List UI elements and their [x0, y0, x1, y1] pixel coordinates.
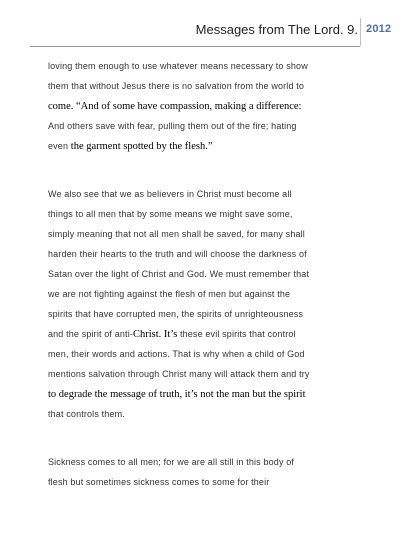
text-line — [48, 224, 378, 244]
text-line — [48, 304, 378, 324]
text-run: Sickness comes to all men; for we are all still in this body of — [48, 457, 295, 467]
paragraph-gap — [48, 424, 378, 452]
text-run: mentions salvation through Christ many will attack them and try — [48, 369, 310, 379]
text-line — [48, 56, 378, 76]
text-line — [48, 96, 378, 116]
text-line — [48, 136, 378, 156]
text-line — [48, 404, 378, 424]
text-run: And others save with fear, pulling them out of the fire; hating — [48, 121, 297, 131]
text-line — [48, 452, 378, 472]
text-run: them that without Jesus there is no salvation from the world to — [48, 81, 305, 91]
text-run: even — [48, 141, 71, 151]
header-year: 2012 — [366, 23, 392, 35]
text-run: these evil spirits that control — [179, 329, 296, 339]
text-line — [48, 204, 378, 224]
paragraph — [48, 452, 378, 492]
text-run: men, their words and actions. That is why when a child of God — [48, 349, 305, 359]
text-line — [48, 244, 378, 264]
text-run: loving them enough to use whatever means necessary to show — [48, 61, 308, 71]
text-run: We also see that we as believers in Christ must become all — [48, 189, 292, 199]
text-line — [48, 264, 378, 284]
header-divider — [360, 18, 361, 46]
text-run: Satan over the light of Christ and God. We must remember that — [48, 269, 310, 279]
text-run: to degrade the message of truth, it’s not the man but the spirit — [48, 389, 306, 400]
text-line — [48, 364, 378, 384]
text-line — [48, 184, 378, 204]
text-run: harden their hearts to the truth and will choose the darkness of — [48, 249, 307, 259]
text-run: the garment spotted by the flesh.” — [70, 141, 213, 152]
header-rule — [30, 46, 360, 47]
text-run: flesh but sometimes sickness comes to some for their — [48, 477, 270, 487]
text-run: and the spirit of anti- — [48, 329, 133, 339]
text-line — [48, 116, 378, 136]
paragraph — [48, 56, 378, 184]
text-run: come. “And of some have compassion, making a difference: — [48, 101, 302, 112]
text-run: Christ. It’s — [133, 329, 180, 340]
paragraph — [48, 184, 378, 452]
text-line — [48, 324, 378, 344]
paragraph-gap — [48, 156, 378, 184]
text-line — [48, 472, 378, 492]
header-title: Messages from The Lord. 9. — [195, 22, 358, 37]
text-run: spirits that have corrupted men, the spirits of unrighteousness — [48, 309, 304, 319]
text-line — [48, 76, 378, 96]
text-line — [48, 344, 378, 364]
text-run: that controls them. — [48, 409, 125, 419]
document-body — [48, 56, 378, 492]
text-run: we are not fighting against the flesh of men but against the — [48, 289, 291, 299]
page-header — [0, 0, 420, 50]
text-line — [48, 384, 378, 404]
text-line — [48, 284, 378, 304]
text-run: simply meaning that not all men shall be saved, for many shall — [48, 229, 305, 239]
text-run: things to all men that by some means we might save some, — [48, 209, 293, 219]
